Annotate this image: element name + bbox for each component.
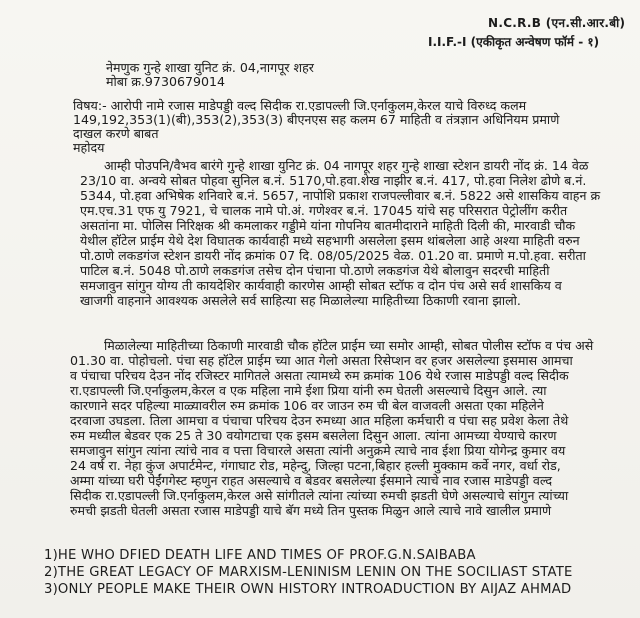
body-line: मिळालेल्या माहितीच्या ठिकाणी मारवाडी चौक हॉटेल प्राईम च्या समोर आम्ही, सोबत पोलीस स्टॉफ व पंच असे (104, 338, 594, 353)
body-line: सिदीक रा.एडापल्ली जि.एर्नाकुलम,केरल असे सांगीतले त्यांना त्यांच्या रुमची झडती घेणे असल्याचे सांगुन त्यांच्या (70, 488, 569, 503)
book-item: 3)ONLY PEOPLE MAKE THEIR OWN HISTORY INTROADUCTION BY AIJAZ AHMAD (44, 582, 572, 597)
body-line: व पंचाचा परिचय देउन नोंद रजिस्टर मागितले असता त्यामध्ये रुम क्रमांक 106 येथे रजास माडेपड्डी वल्द सिदीक (70, 368, 569, 383)
body-line: समजावुन सांगुन त्यांना त्यांचे नाव व पत्ता विचारले असता त्यांनी अनुक्रमे त्याचे नाव ईशा प्रिया योगेन्द्र कुमार वय (70, 443, 566, 458)
body-line: दरवाजा उघडला. तिला आमचा व पंचाचा परिचय देउन रुमध्या आत महिला कर्मचारी व पंचा सह प्रवेश केला तेथे (70, 413, 569, 428)
body-line: 5344, पो.हवा अभिषेक शनिवारे ब.नं. 5657, नापोशि प्रकाश राजपल्लीवार ब.नं. 5822 असे शासकिय वाहन क्र (80, 188, 601, 203)
body-line: रुम मध्यील बेडवर एक 25 ते 30 वयोगटाचा एक इसम बसलेला दिसुन आला. त्यांना आमच्या येण्याचे कारण (70, 428, 557, 443)
body-line: एम.एच.31 एफ यु 7921, चे चालक नामे पो.अं. गणेश्वर ब.नं. 17045 यांचे सह परिसरात पेट्रोलींग करीत (80, 203, 568, 218)
body-line: समजावुन सांगुन योग्य ती कायदेशिर कार्यवाही कारणेस आम्ही सोबत स्टॉफ व दोन पंच असे सर्व शासकिय व (80, 278, 562, 293)
book-item: 2)THE GREAT LEGACY OF MARXISM-LENINISM LENIN ON THE SOCILIAST STATE (44, 565, 573, 580)
mobile-number: मोबा क्र.9730679014 (106, 74, 226, 89)
body-line: आम्ही पोउपनि/वैभव बारंगे गुन्हे शाखा युनिट क्रं. 04 नागपूर शहर गुन्हे शाखा स्टेशन डायरी नोंद क्रं. 14 वेळ (104, 158, 589, 173)
body-line: 24 वर्ष रा. नेहा कुंज अपार्टमेन्ट, गंगाघाट रोड, महेन्दु, जिल्हा पटना,बिहार हल्ली मुक्काम कर्वे नगर, वर्धा रोड, (70, 458, 561, 473)
book-item: 1)HE WHO DFIED DEATH LIFE AND TIMES OF PROF.G.N.SAIBABA (44, 548, 476, 563)
body-line: येथील हॉटेल प्राईम येथे देश विघातक कार्यवाही मध्ये सहभागी असलेला इसम थांबलेला आहे अश्या माहिती वरुन (80, 233, 580, 248)
form-header: I.I.F.-I (एकीकृत अन्वेषण फॉर्म - १) (428, 35, 600, 49)
body-line: कारणाने सदर पहिल्या माळ्यावरील रुम क्रमांक 106 वर जाउन रुम ची बेल वाजवली असता एका महिलेने (70, 398, 544, 413)
body-line: असतांना मा. पोलिस निरिक्षक श्री कमलाकर गड्डीमे यांना गोपनिय बातमीदाराने माहिती दिली की, मारवाडी चौक (80, 218, 576, 233)
office-address: नेमणुक गुन्हे शाखा युनिट क्रं. 04,नागपूर शहर (106, 60, 314, 75)
body-line: पो.ठाणे लकडगंज स्टेशन डायरी नोंद क्रमांक 07 दि. 08/05/2025 वेळ. 01.20 वा. प्रमाणे म.पो.हवा. सरीता (80, 248, 586, 263)
body-line: 23/10 वा. अन्वये सोबत पोहवा सुनिल ब.नं. 5170,पो.हवा.शेख नाझीर ब.नं. 417, पो.हवा निलेश ढोणे ब.नं. (80, 173, 587, 188)
body-line: पाटिल ब.नं. 5048 पो.ठाणे लकडगंज तसेच दोन पंचाना पो.ठाणे लकडगंज येथे बोलावुन सदरची माहिती (80, 263, 550, 278)
body-line: अम्मा यांच्या घरी पेईंगगेस्ट म्हणुन राहत असल्याचे व बेडवर बसलेल्या ईसमाने त्याचे नाव रजास माडेपड्डी वल्द (70, 473, 553, 488)
body-line: रुमची झडती घेतली असता रजास माडेपड्डी याचे बॅग मध्ये तिन पुस्तक मिळुन आले त्याचे नावे खालील प्रमाणे (70, 503, 552, 518)
subject-line: 149,192,353(1)(बी),353(2),353(3) बीएनएस सह कलम 67 माहिती व तंत्रज्ञान अधिनियम प्रमाणे (73, 112, 560, 127)
body-line: 01.30 वा. पोहोचलो. पंचा सह हॉटेल प्राईम च्या आत गेलो असता रिसेप्शन वर हजर असलेल्या इसमास आमचा (70, 353, 573, 368)
subject-line: विषय:- आरोपी नामे रजास माडेपड्डी वल्द सिदीक रा.एडापल्ली जि.एर्नाकुलम,केरल याचे विरुध्द कलम (73, 98, 527, 113)
subject-line: दाखल करणे बाबत (73, 126, 159, 141)
salutation: महोदय (73, 140, 105, 155)
body-line: रा.एडापल्ली जि.एर्नाकुलम,केरल व एक महिला नामे ईशा प्रिया यांनी रुम घेतली असल्याचे दिसुन आले. त्या (70, 383, 547, 398)
body-line: खाजगी वाहनाने आवश्यक असलेले सर्व साहित्या सह मिळालेल्या माहितीच्या ठिकाणी रवाना झालो. (80, 293, 521, 308)
ncrb-header: N.C.R.B (एन.सी.आर.बी) (488, 16, 626, 30)
